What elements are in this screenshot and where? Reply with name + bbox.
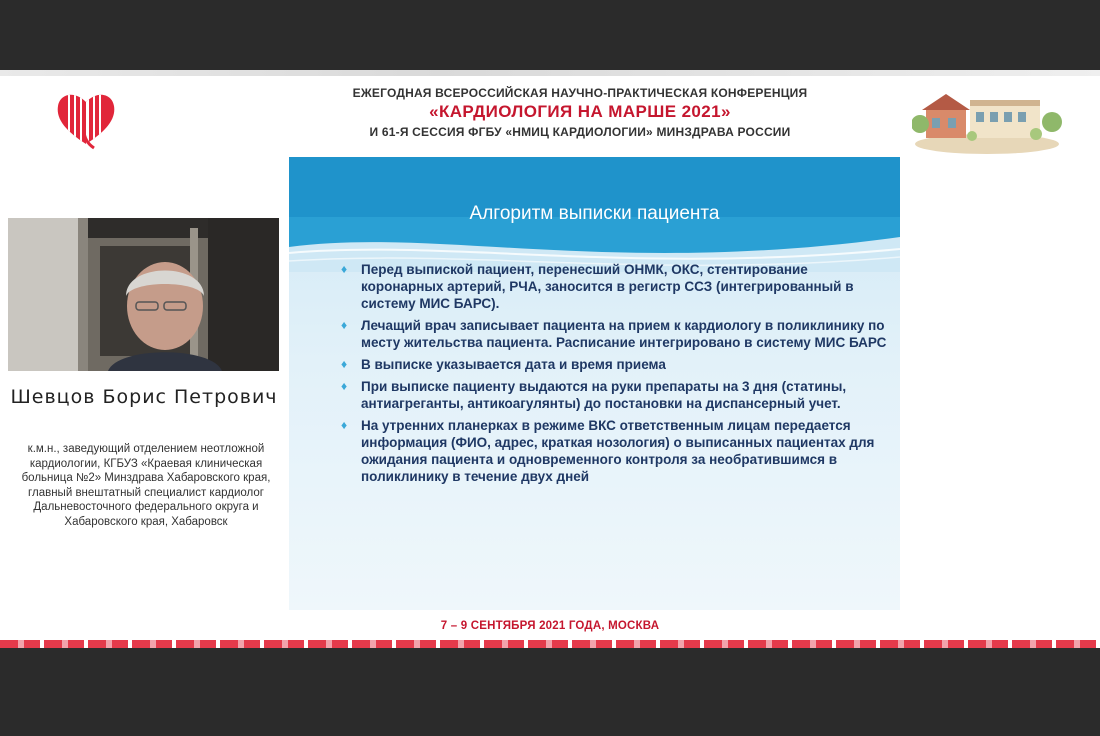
conference-header	[300, 86, 860, 139]
conference-title: «КАРДИОЛОГИЯ НА МАРШЕ 2021»	[429, 102, 731, 121]
building-illustration	[912, 74, 1062, 156]
slide-bullet	[339, 317, 889, 351]
conference-dates: 7 – 9 СЕНТЯБРЯ 2021 ГОДА, МОСКВА	[440, 620, 660, 632]
slide-bullet-text: Лечащий врач записывает пациента на прием к кардиологу в поликлинику по месту жительства пациента. Расписание интегрировано в систему МИС БАРС	[361, 318, 887, 350]
heart-logo-icon	[54, 86, 118, 150]
letterbox-top	[0, 0, 1100, 70]
slide-bullet-list	[339, 261, 889, 490]
presentation-slide	[289, 157, 900, 610]
bottom-strip	[0, 640, 1100, 648]
letterbox-bottom	[0, 648, 1100, 736]
slide-bullet	[339, 261, 889, 312]
slide-bullet	[339, 417, 889, 485]
diamond-bullet-icon: ♦	[341, 379, 348, 393]
slide-bullet-text: При выписке пациенту выдаются на руки препараты на 3 дня (статины, антиагреганты, антикоагулянты) до постановки на диспансерный учет.	[361, 379, 847, 411]
speaker-description: к.м.н., заведующий отделением неотложной кардиологии, КГБУЗ «Краевая клиническая больница №2» Минздрава Хабаровского края, главный внештатный специалист кардиолог Дальневосточного федерального округа и Хабаровского края, Хабаровск	[21, 443, 271, 528]
slide-title: Алгоритм выписки пациента	[469, 203, 720, 224]
conference-line-1: ЕЖЕГОДНАЯ ВСЕРОССИЙСКАЯ НАУЧНО-ПРАКТИЧЕСКАЯ КОНФЕРЕНЦИЯ	[352, 86, 808, 100]
diamond-bullet-icon: ♦	[341, 357, 348, 371]
slide-bullet-text: На утренних планерках в режиме ВКС ответственным лицам передается информация (ФИО, адрес, краткая нозология) о выписанных пациентах для ожидания пациента и одновременного контроля за необратившимся в поликлинику в течение двух дней	[361, 418, 875, 484]
conference-line-3: И 61-Я СЕССИЯ ФГБУ «НМИЦ КАРДИОЛОГИИ» МИНЗДРАВА РОССИИ	[369, 125, 791, 139]
diamond-bullet-icon: ♦	[341, 418, 348, 432]
speaker-name: Шевцов Борис Петрович	[10, 386, 278, 408]
video-frame	[0, 70, 1100, 648]
speaker-video-image	[8, 218, 279, 371]
diamond-bullet-icon: ♦	[341, 262, 348, 276]
slide-bullet	[339, 378, 889, 412]
speaker-webcam	[8, 218, 279, 371]
diamond-bullet-icon: ♦	[341, 318, 348, 332]
slide-bullet	[339, 356, 889, 373]
slide-bullet-text: В выписке указывается дата и время приема	[361, 357, 666, 372]
slide-bullet-text: Перед выпиской пациент, перенесший ОНМК, ОКС, стентирование коронарных артерий, РЧА, заносится в регистр ССЗ (интегрированный в систему МИС БАРС).	[361, 262, 854, 311]
